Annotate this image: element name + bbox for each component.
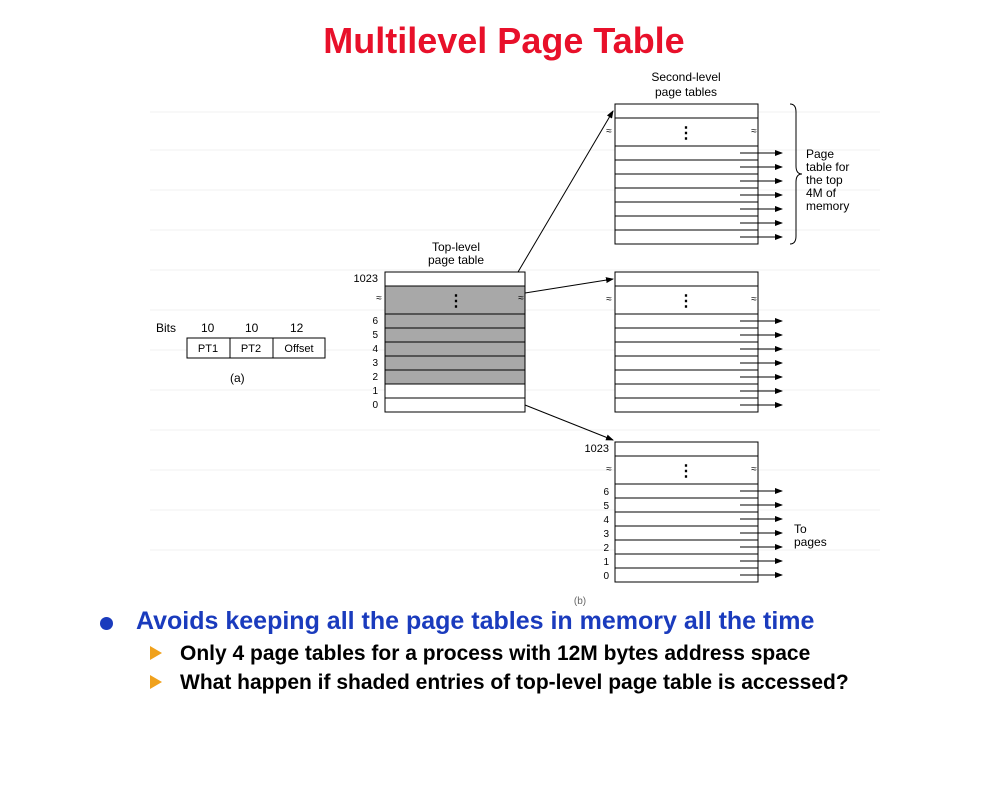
top-level-index-1023: 1023 xyxy=(353,273,378,285)
second-level-index-5: 5 xyxy=(603,501,609,512)
triangle-bullet-icon xyxy=(150,675,162,689)
svg-text:≈: ≈ xyxy=(518,293,524,304)
to-pages-label-2: pages xyxy=(794,535,827,549)
top-level-index-6: 6 xyxy=(372,316,378,327)
top-level-index-1: 1 xyxy=(372,386,378,397)
second-level-middle-ellipsis: ⋮ xyxy=(678,293,694,310)
pointer-arrows xyxy=(518,111,613,440)
brace-icon xyxy=(790,104,802,244)
bits-label: Bits xyxy=(156,321,177,335)
brace-label-1: Page xyxy=(806,147,835,161)
second-level-label-2: page tables xyxy=(654,85,718,99)
second-level-top-ellipsis: ⋮ xyxy=(678,125,694,142)
top-level-index-3: 3 xyxy=(372,358,378,369)
second-level-index-1023: 1023 xyxy=(584,443,609,455)
svg-text:≈: ≈ xyxy=(606,294,612,305)
top-level-label-1: Top-level xyxy=(431,240,481,254)
caption-a: (a) xyxy=(230,371,245,385)
second-level-index-2: 2 xyxy=(603,543,609,554)
slide-title: Multilevel Page Table xyxy=(323,20,685,61)
top-level-label-2: page table xyxy=(427,253,485,267)
svg-text:≈: ≈ xyxy=(376,293,382,304)
second-level-index-1: 1 xyxy=(603,557,609,568)
bullet-sub-2-text: What happen if shaded entries of top-level page table is accessed? xyxy=(180,671,849,694)
offset-bit-width: 12 xyxy=(290,321,304,335)
second-level-index-6: 6 xyxy=(603,487,609,498)
address-format xyxy=(156,321,325,385)
pt2-field: PT2 xyxy=(240,343,262,355)
top-level-index-4: 4 xyxy=(372,344,378,355)
second-level-table-bottom xyxy=(574,442,827,607)
svg-text:≈: ≈ xyxy=(751,294,757,305)
bullet-main xyxy=(96,606,976,636)
brace-label-4: 4M of xyxy=(806,186,837,200)
bullet-sub-1 xyxy=(96,642,976,665)
svg-text:≈: ≈ xyxy=(606,126,612,137)
top-level-index-0: 0 xyxy=(372,400,378,411)
svg-text:≈: ≈ xyxy=(751,126,757,137)
brace-label-3: the top xyxy=(806,173,843,187)
brace-label-2: table for xyxy=(806,160,850,174)
svg-text:≈: ≈ xyxy=(606,464,612,475)
offset-field: Offset xyxy=(284,343,314,355)
brace-label-5: memory xyxy=(806,199,850,213)
pt2-bit-width: 10 xyxy=(245,321,259,335)
pt1-field: PT1 xyxy=(197,343,219,355)
second-level-index-4: 4 xyxy=(603,515,609,526)
bullet-sub-2 xyxy=(96,671,976,694)
bullet-dot-icon xyxy=(100,617,113,630)
second-level-label-1: Second-level xyxy=(651,70,721,84)
bullet-main-text: Avoids keeping all the page tables in memory all the time xyxy=(136,607,815,635)
second-level-table-top xyxy=(606,104,849,244)
second-level-bottom-ellipsis: ⋮ xyxy=(678,463,694,480)
top-level-index-5: 5 xyxy=(372,330,378,341)
top-level-page-table xyxy=(354,240,525,412)
caption-b: (b) xyxy=(573,596,587,607)
to-pages-label-1: To xyxy=(794,522,807,536)
second-level-index-3: 3 xyxy=(603,529,609,540)
pt1-bit-width: 10 xyxy=(201,321,215,335)
top-level-ellipsis: ⋮ xyxy=(448,293,464,310)
bullet-list xyxy=(96,606,976,694)
bullet-sub-1-text: Only 4 page tables for a process with 12M bytes address space xyxy=(180,642,811,665)
top-level-index-2: 2 xyxy=(372,372,378,383)
triangle-bullet-icon xyxy=(150,646,162,660)
second-level-index-0: 0 xyxy=(603,571,609,582)
second-level-table-middle xyxy=(606,272,782,412)
svg-text:≈: ≈ xyxy=(751,464,757,475)
